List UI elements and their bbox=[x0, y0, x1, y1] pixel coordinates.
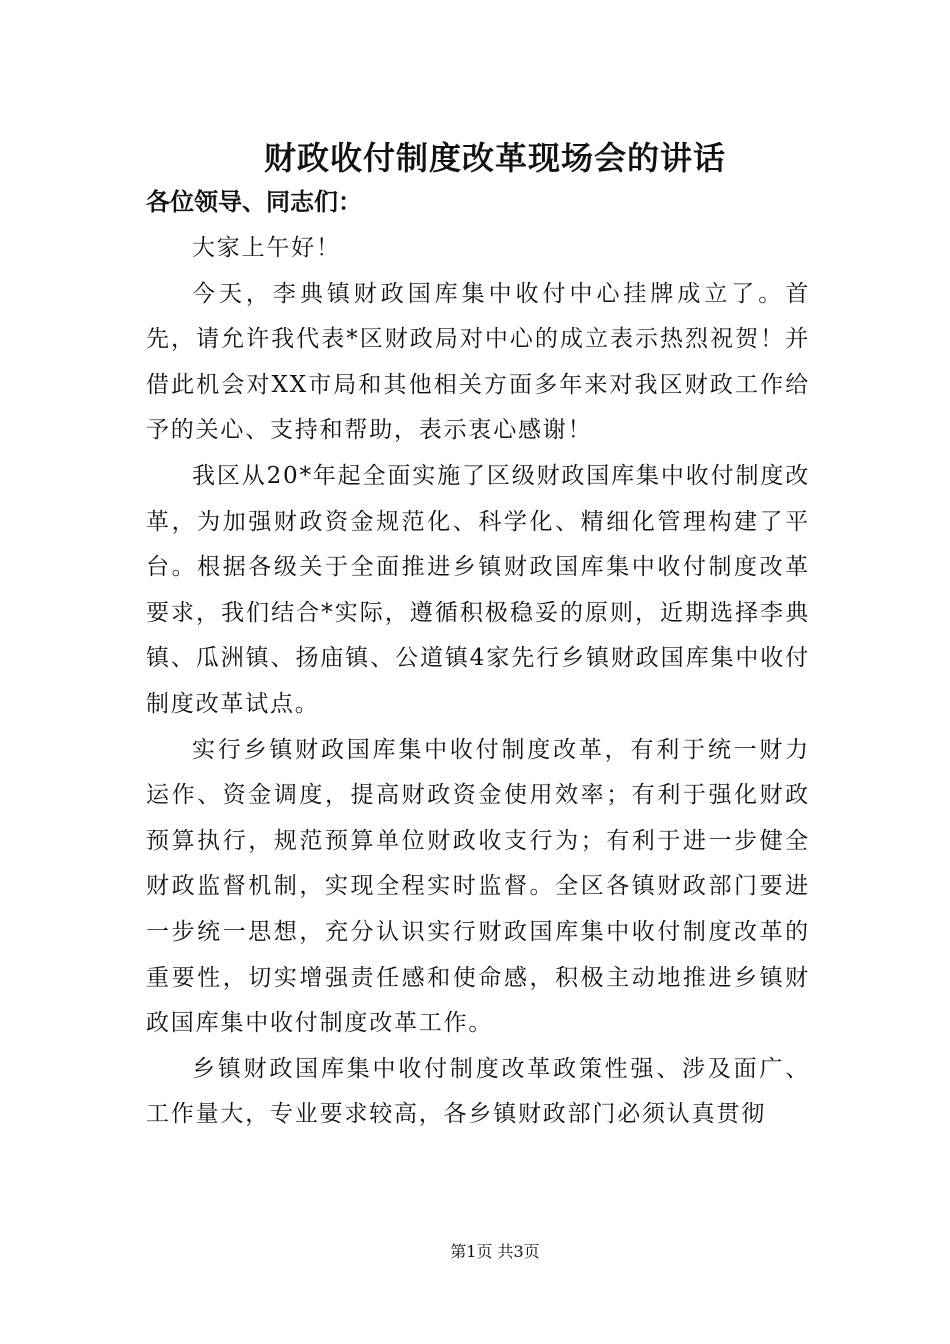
paragraph-requirements: 乡镇财政国库集中收付制度改革政策性强、涉及面广、工作量大，专业要求较高，各乡镇财政部门必须认真贯彻 bbox=[146, 1055, 810, 1128]
paragraph-significance: 实行乡镇财政国库集中收付制度改革，有利于统一财力运作、资金调度，提高财政资金使用效率；有利于强化财政预算执行，规范预算单位财政收支行为；有利于进一步健全财政监督机制，实现全程实时监督。全区各镇财政部门要进一步统一思想，充分认识实行财政国库集中收付制度改革的重要性，切实增强责任感和使命感，积极主动地推进乡镇财政国库集中收付制度改革工作。 bbox=[146, 736, 810, 1037]
document-body bbox=[146, 226, 810, 1138]
paragraph-opening: 今天，李典镇财政国库集中收付中心挂牌成立了。首先，请允许我代表*区财政局对中心的成立表示热烈祝贺！并借此机会对XX市局和其他相关方面多年来对我区财政工作给予的关心、支持和帮助，表示衷心感谢！ bbox=[146, 280, 810, 444]
paragraph-greeting: 大家上午好！ bbox=[192, 235, 341, 261]
salutation: 各位领导、同志们： bbox=[146, 187, 362, 216]
paragraph-background: 我区从20*年起全面实施了区级财政国库集中收付制度改革，为加强财政资金规范化、科学化、精细化管理构建了平台。根据各级关于全面推进乡镇财政国库集中收付制度改革要求，我们结合*实际，遵循积极稳妥的原则，近期选择李典镇、瓜洲镇、扬庙镇、公道镇4家先行乡镇财政国库集中收付制度改革试点。 bbox=[146, 462, 810, 717]
page-indicator: 第1页 共3页 bbox=[450, 1242, 540, 1261]
document-title: 财政收付制度改革现场会的讲话 bbox=[263, 139, 726, 177]
